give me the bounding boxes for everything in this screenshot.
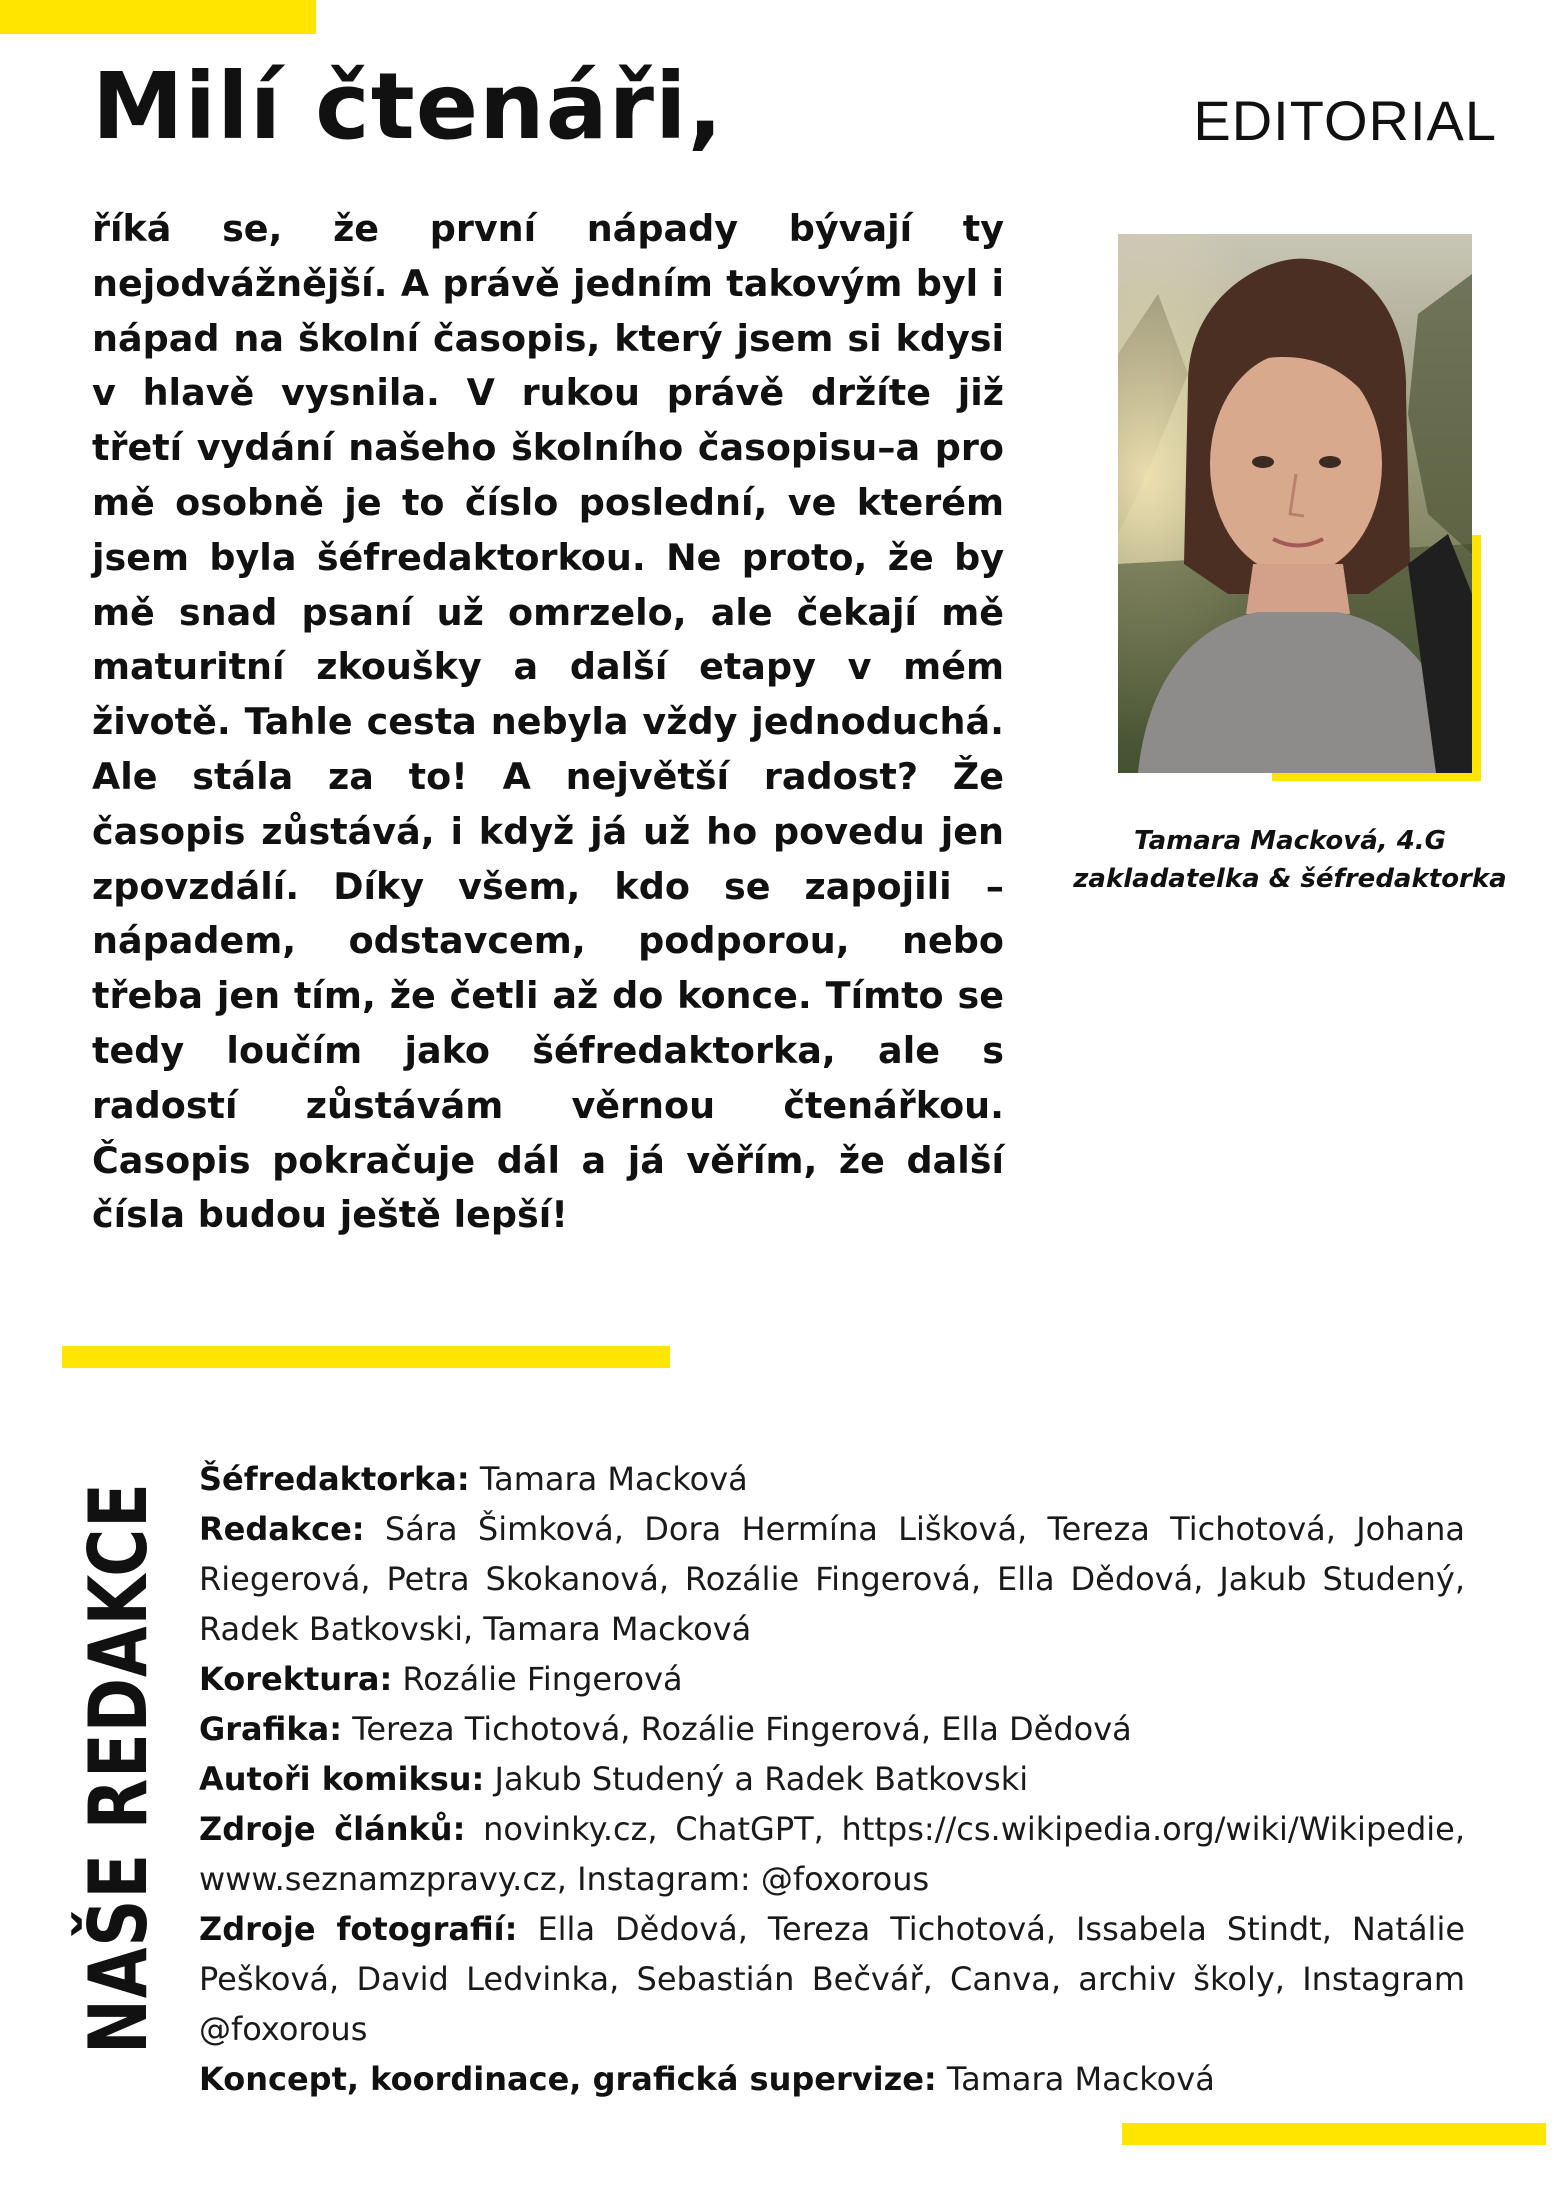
credit-item-concept — [199, 2054, 1465, 2104]
credit-label: Autoři komiksu: — [199, 1760, 485, 1798]
author-portrait-image — [1118, 234, 1472, 773]
credit-value: Tamara Macková — [479, 1460, 748, 1498]
credit-item-editorial-staff — [199, 1504, 1465, 1654]
section-label: EDITORIAL — [1193, 89, 1497, 152]
credit-label: Korektura: — [199, 1660, 393, 1698]
credit-label: Koncept, koordinace, grafická supervize: — [199, 2060, 937, 2098]
accent-bar-bottom — [1122, 2123, 1546, 2145]
credit-label: Šéfredaktorka: — [199, 1460, 470, 1498]
credit-item-comic-authors — [199, 1754, 1465, 1804]
credit-value: Tereza Tichotová, Rozálie Fingerová, Ella Dědová — [352, 1710, 1132, 1748]
credit-item-photo-sources — [199, 1904, 1465, 2054]
credit-value: novinky.cz, ChatGPT, https://cs.wikipedia.org/wiki/Wikipedie, www.seznamzpravy.cz, Instagram: @foxorous — [199, 1810, 1466, 1898]
accent-bar-top — [0, 0, 316, 34]
credit-label: Zdroje článků: — [199, 1810, 466, 1848]
credit-item-editor-in-chief — [199, 1454, 1465, 1504]
page-title: Milí čtenáři, — [92, 53, 724, 160]
credits-list — [199, 1454, 1465, 2104]
credit-label: Grafika: — [199, 1710, 343, 1748]
credit-value: Tamara Macková — [946, 2060, 1215, 2098]
author-caption — [1060, 822, 1520, 898]
author-photo — [1118, 234, 1472, 773]
credit-item-article-sources — [199, 1804, 1465, 1904]
accent-bar-middle — [62, 1346, 670, 1368]
editorial-text: říká se, že první nápady bývají ty nejodvážnější. A právě jedním takovým byl i nápad na školní časopis, který jsem si kdysi v hlavě vysnila. V rukou právě držíte již třetí vydání našeho školního časopisu–a pro mě osobně je to číslo poslední, ve kterém jsem byla šéfredaktorkou. Ne proto, že by mě snad psaní už omrzelo, ale čekají mě maturitní zkoušky a další etapy v mém životě. Tahle cesta nebyla vždy jednoduchá. Ale stála za to! A největší radost? Že časopis zůstává, i když já už ho povedu jen zpovzdálí. Díky všem, kdo se zapojili – nápadem, odstavcem, podporou, nebo třeba jen tím, že četli až do konce. Tímto se tedy loučím jako šéfredaktorka, ale s radostí zůstávám věrnou čtenářkou. Časopis pokračuje dál a já věřím, že další čísla budou ještě lepší! — [92, 207, 1004, 1237]
credits-heading: NAŠE REDAKCE — [72, 1482, 165, 2054]
author-name: Tamara Macková, 4.G — [1133, 826, 1447, 856]
credit-value: Jakub Studený a Radek Batkovski — [494, 1760, 1029, 1798]
credit-value: Ella Dědová, Tereza Tichotová, Issabela Stindt, Natálie Pešková, David Ledvinka, Sebastián Bečvář, Canva, archiv školy, Instagram @foxorous — [199, 1910, 1466, 2048]
credit-value: Sára Šimková, Dora Hermína Lišková, Tereza Tichotová, Johana Riegerová, Petra Skokanová, Rozálie Fingerová, Ella Dědová, Jakub Studený, Radek Batkovski, Tamara Macková — [199, 1510, 1466, 1648]
author-role: zakladatelka & šéfredaktorka — [1073, 864, 1507, 894]
credit-value: Rozálie Fingerová — [402, 1660, 683, 1698]
credit-label: Redakce: — [199, 1510, 365, 1548]
credit-label: Zdroje fotografií: — [199, 1910, 518, 1948]
credit-item-proofreading — [199, 1654, 1465, 1704]
credit-item-graphics — [199, 1704, 1465, 1754]
